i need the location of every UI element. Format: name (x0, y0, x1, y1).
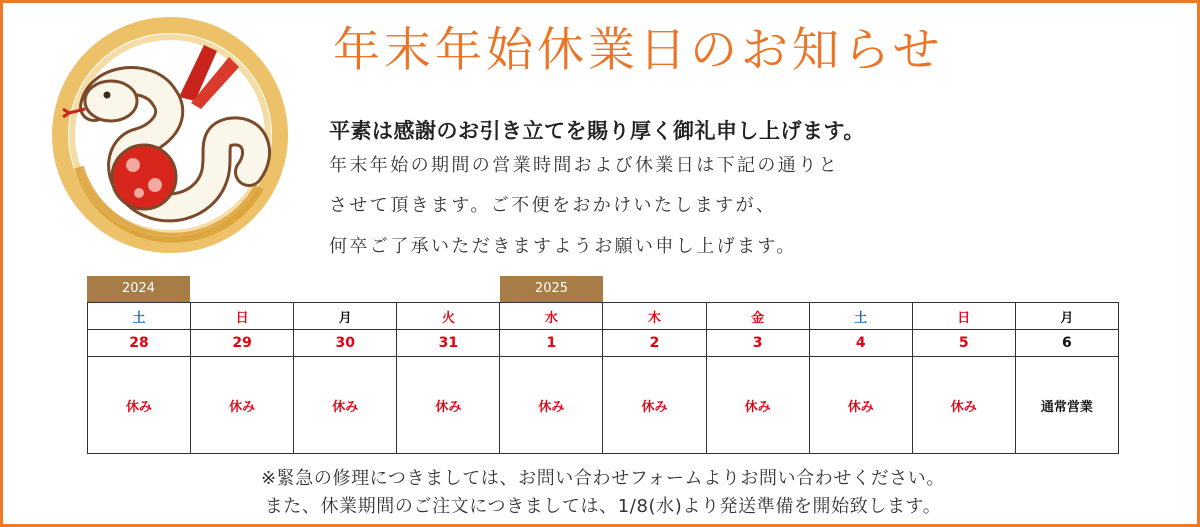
weekday-cell: 火 (397, 303, 500, 330)
weekday-cell: 日 (912, 303, 1015, 330)
weekday-cell: 日 (191, 303, 294, 330)
page-title: 年末年始休業日のお知らせ (333, 23, 944, 78)
status-cell: 休み (706, 357, 809, 454)
date-cell: 5 (912, 330, 1015, 357)
weekday-cell: 木 (603, 303, 706, 330)
status-row (88, 357, 1119, 454)
status-cell: 休み (397, 357, 500, 454)
holiday-calendar-table (87, 302, 1119, 454)
date-cell: 4 (809, 330, 912, 357)
weekday-cell: 土 (88, 303, 191, 330)
status-cell: 休み (912, 357, 1015, 454)
year-tab-2024: 2024 (87, 276, 190, 302)
weekday-cell: 月 (1015, 303, 1118, 330)
date-cell: 2 (603, 330, 706, 357)
weekday-cell: 土 (809, 303, 912, 330)
status-cell: 休み (294, 357, 397, 454)
message-line-1: 年末年始の期間の営業時間および休業日は下記の通りと (329, 155, 839, 176)
date-cell: 28 (88, 330, 191, 357)
message-line-3: 何卒ご了承いただきますようお願い申し上げます。 (329, 236, 797, 257)
date-cell: 1 (500, 330, 603, 357)
year-tab-2025: 2025 (500, 276, 603, 302)
weekday-cell: 水 (500, 303, 603, 330)
status-cell: 休み (191, 357, 294, 454)
status-cell: 休み (88, 357, 191, 454)
date-cell: 29 (191, 330, 294, 357)
status-cell: 休み (603, 357, 706, 454)
status-cell: 休み (809, 357, 912, 454)
note-emergency: ※緊急の修理につきましては、お問い合わせフォームよりお問い合わせください。 (260, 468, 946, 489)
status-cell: 休み (500, 357, 603, 454)
note-shipping: また、休業期間のご注文につきましては、1/8(水)より発送準備を開始致します。 (264, 496, 942, 517)
weekday-row (88, 303, 1119, 330)
date-cell: 6 (1015, 330, 1118, 357)
message-line-2: させて頂きます。ご不便をおかけいたしますが、 (329, 195, 777, 216)
date-cell: 31 (397, 330, 500, 357)
snake-emblem-icon (39, 17, 301, 253)
date-cell: 30 (294, 330, 397, 357)
greeting-text: 平素は感謝のお引き立てを賜り厚く御礼申し上げます。 (329, 119, 865, 143)
weekday-cell: 月 (294, 303, 397, 330)
status-cell: 通常営業 (1015, 357, 1118, 454)
date-row (88, 330, 1119, 357)
date-cell: 3 (706, 330, 809, 357)
weekday-cell: 金 (706, 303, 809, 330)
